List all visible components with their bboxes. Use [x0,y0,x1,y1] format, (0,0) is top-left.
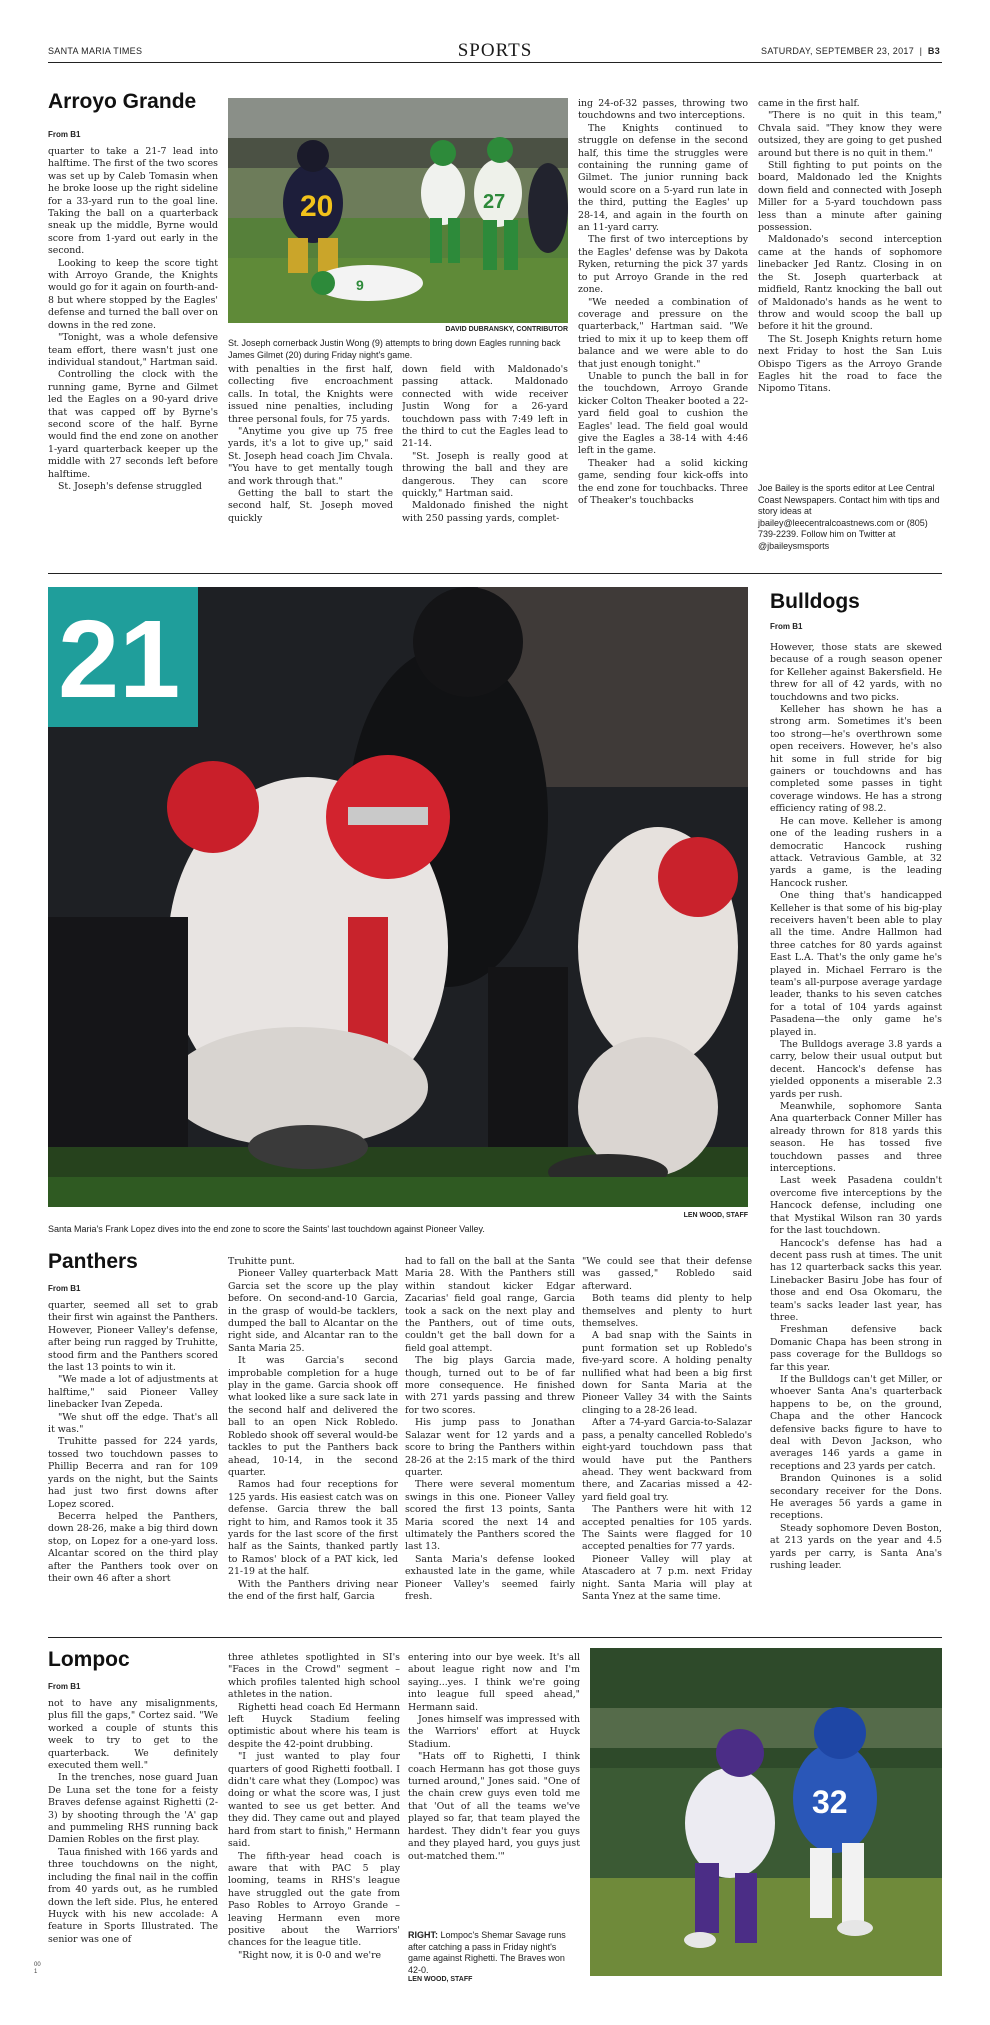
paragraph: Looking to keep the score tight with Arroyo Grande, the Knights would go for it again on fourth-and-8 but where stopped by the Eagles' defense and turned the ball over on downs in the red zone. [48,257,218,331]
author-contact-note: Joe Bailey is the sports editor at Lee Central Coast Newspapers. Contact him with tips and story ideas at jbailey@leecentralcoastnews.com or (805) 739-2239. Follow him on Twitter at @jbaileysmsports [758,483,940,551]
arroyo-column-5 [758,98,942,478]
paragraph: The Knights continued to struggle on defense in the second half, this time the struggles were containing the running game of Gilmet. The junior running back would score on a 5-yard run late in the third, putting the Eagles' up 28-14, and again in the fourth on an 11-yard carry. [578,122,748,234]
lompoc-headline: Lompoc [48,1648,130,1671]
panthers-column-2 [228,1256,398,1625]
svg-text:32: 32 [812,1784,848,1820]
paragraph: not to have any misalignments, plus fill the gaps," Cortez said. "We worked a couple of stunts this week to try to get to the quarterback. We definitely executed them well." [48,1698,218,1772]
paragraph: "There is no quit in this team," Chvala said. "They know they were outsized, they are going to get pushed around but there is no quit in them." [758,110,942,159]
paragraph: His jump pass to Jonathan Salazar went for 12 yards and a score to bring the Panthers within 28-26 at the 2:15 mark of the third quarter. [405,1417,575,1478]
panthers-column-4 [582,1256,752,1625]
paragraph: Righetti head coach Ed Hermann left Huyck Stadium feeling optimistic about where his team is despite the 42-point drubbing. [228,1701,400,1750]
paragraph: The Bulldogs average 3.8 yards a carry, below their usual output but decent. Hancock's defense has yielded opponents a miserable 2.3 yards per rush. [770,1039,942,1100]
paragraph: "We made a lot of adjustments at halftime," said Pioneer Valley linebacker Ivan Zepeda. [48,1374,218,1411]
arroyo-photo [228,98,568,323]
paragraph: Taua finished with 166 yards and three touchdowns on the night, including the final nail in the coffin from 40 yards out, as he rumbled down the left side. Plus, he entered Huyck with his new accolade: A feature in Sports Illustrated. The senior was one of [48,1846,218,1945]
panthers-column-3 [405,1256,575,1625]
paragraph: Maldonado's second interception came at the hands of sophomore linebacker Jed Rantz. Closing in on the St. Joseph quarterback at midfield, Rantz knocking the ball out of Maldonado's hands as he went to throw and would scoop the ball up before it hit the ground. [758,234,942,333]
svg-text:21: 21 [58,598,181,721]
paragraph: In the trenches, nose guard Juan De Luna set the tone for a feisty Braves defense against Righetti (2-3) by shooting through the 'A' gap and pummeling RHS running back Damien Robles on the first play. [48,1772,218,1846]
main-photo-caption: Santa Maria's Frank Lopez dives into the end zone to score the Saints' last touchdown against Pioneer Valley. [48,1224,485,1234]
paragraph: One thing that's handicapped Kelleher is that some of his big-play receivers haven't been able to play all the time. Andre Hallmon had three catches for 80 yards against East L.A. That's the only game he's played in. Michael Ferraro is the team's all-purpose average yardage leader, thanks to his seven catches for a total of 104 yards against Pasadena—the only game he's played in. [770,890,942,1038]
arroyo-headline: Arroyo Grande [48,90,197,113]
svg-text:27: 27 [483,191,506,213]
arroyo-column-1 [48,146,218,546]
paragraph: Santa Maria's defense looked exhausted late in the game, while Pioneer Valley's seemed fairly fresh. [405,1553,575,1602]
lompoc-jump-line: From B1 [48,1682,81,1691]
goal-line-dive-photo [48,587,748,1207]
paragraph: After a 74-yard Garcia-to-Salazar pass, a penalty cancelled Robledo's eight-yard touchdown pass that would have put the Panthers ahead. They went backward from there, and Zacarias missed a 42-yard field goal try. [582,1417,752,1503]
main-photo [48,587,748,1207]
paragraph: He can move. Kelleher is among one of the leading rushers in a democratic Hancock rushing attack. Vetravious Gamble, at 32 yards a game, is the leading Hancock rusher. [770,815,942,889]
paragraph: Meanwhile, sophomore Santa Ana quarterback Conner Miller has already thrown for 818 yards this season. He has tossed five touchdown passes and three interceptions. [770,1101,942,1175]
svg-text:20: 20 [300,190,334,223]
arroyo-column-3 [402,364,568,546]
paragraph: Truhitte punt. [228,1256,295,1267]
header-rule [48,62,942,63]
paragraph: Last week Pasadena couldn't overcome five interceptions by the Hancock defense, including one that Mystikal Wilson ran 30 yards for the last touchdown. [770,1175,942,1237]
paragraph: Becerra helped the Panthers, down 28-26, make a big third down stop, on Lopez for a one-yard loss. Alcantar scored on the third play after the Panthers took over on their own 46 after a short [48,1510,218,1584]
lompoc-photo-credit: LEN WOOD, STAFF [408,1976,473,1983]
page-number: B3 [927,46,940,56]
paragraph: "We shut off the edge. That's all it was." [48,1411,218,1436]
panthers-jump-line: From B1 [48,1284,81,1293]
paragraph: A bad snap with the Saints in punt formation set up Robledo's five-yard score. A holding penalty nullified what had been a big first down for Santa Maria at the Pioneer Valley 34 with the Saints clinging to a 28-26 lead. [582,1330,752,1416]
main-photo-credit: LEN WOOD, STAFF [683,1212,748,1219]
paragraph: Getting the ball to start the second half, St. Joseph moved quickly [228,488,393,524]
paragraph: came in the first half. [758,98,860,109]
arroyo-jump-line: From B1 [48,130,81,139]
paragraph: with penalties in the first half, collecting five encroachment calls. In total, the Knights were issued nine penalties, including three personal fouls, for 75 yards. [228,364,393,425]
section-divider [48,573,942,574]
paragraph: Maldonado finished the night with 250 passing yards, complet- [402,500,568,524]
paragraph: "Right now, it is 0-0 and we're [238,1949,382,1961]
paragraph: Brandon Quinones is a solid secondary receiver for the Dons. He averages 56 yards a game in receptions. [770,1473,942,1522]
panthers-headline: Panthers [48,1250,138,1273]
paragraph: The big plays Garcia made, though, turned out to be of far more consequence. He finished with 271 yards passing and threw for two scores. [405,1355,575,1416]
paragraph: The Panthers were hit with 12 accepted penalties for 105 yards. The Saints were flagged for 10 accepted penalties for 77 yards. [582,1504,752,1553]
paragraph: Kelleher has shown he has a strong arm. Sometimes it's been too strong—he's overthrown some open receivers. However, he's also hit some in full stride for big gainers or touchdowns and has completed some passes in tight coverage windows. He has a strong efficiency rating of 98.2. [770,704,942,815]
paragraph: Controlling the clock with the running game, Byrne and Gilmet led the Eagles on a 90-yard drive that was capped off by Byrne's second score of the half. Byrne would find the end zone on another 1-yard quarterback keeper up the middle with 27 seconds left before halftime. [48,369,218,480]
paragraph: However, those stats are skewed because of a rough season opener for Kelleher against Bakersfield. He threw for all of 42 yards, with no touchdowns and two picks. [770,642,942,703]
paragraph: "Hats off to Righetti, I think coach Hermann has got those guys turned around," Jones said. "One of the chain crew guys even told me that 'Out of all the teams we've played so far, that team played the hardest. They didn't fear you guys and they played hard, you guys just out-matched them.'" [408,1751,580,1862]
paragraph: had to fall on the ball at the Santa Maria 28. With the Panthers still within standout kicker Edgar Zacarias' field goal range, Garcia took a sack on the next play and the Panthers, out of time outs, couldn't get the ball down for a field goal attempt. [405,1256,575,1354]
paragraph: There were several momentum swings in this one. Pioneer Valley scored the first 13 points, Santa Maria scored the next 14 and ultimately the Panthers scored the last 13. [405,1479,575,1553]
paragraph: down field with Maldonado's passing attack. Maldonado connected with wide receiver Justin Wong for a 26-yard touchdown pass with 7:49 left in the third to cut the Eagles lead to 21-14. [402,364,568,450]
paragraph: Both teams did plenty to help themselves and plenty to hurt themselves. [582,1293,752,1330]
paragraph: Still fighting to put points on the board, Maldonado led the Knights down field and connected with Joseph Miller for a 5-yard touchdown pass less than a minute after gaining possession. [758,160,942,234]
paragraph: quarter, seemed all set to grab their first win against the Panthers. However, Pioneer Valley's defense, after being run ragged by Truhitte, stood firm and the Panthers scored the last 13 points to win it. [48,1300,218,1374]
bulldogs-jump-line: From B1 [770,622,803,631]
lompoc-column-2 [228,1652,400,1988]
paragraph: Theaker had a solid kicking game, sending four kick-offs into the end zone for touchbacks. Three of Theaker's touchbacks [578,457,748,506]
paragraph: St. Joseph's defense struggled [58,480,202,492]
issue-date: SATURDAY, SEPTEMBER 23, 2017 [761,46,915,56]
paragraph: Pioneer Valley will play at Atascadero at 7 p.m. next Friday night. Santa Maria will play at Santa Ynez at the same time. [582,1553,752,1602]
paragraph: The first of two interceptions by the Eagles' defense was by Dakota Ryken, returning the pick 37 yards to put Arroyo Grande in the red zone. [578,234,748,296]
bulldogs-column [770,642,942,1612]
paragraph: Pioneer Valley quarterback Matt Garcia set the score up the play before. On second-and-10 Garcia, in the grasp of would-be tacklers, dumped the ball to Alcantar on the right side, and Alcantar ran to the Santa Maria 25. [228,1268,398,1354]
panthers-column-1 [48,1300,218,1625]
paragraph: Hancock's defense has had a decent pass rush at times. The unit has 12 quarterback sacks this year. Linebacker Basiru Jobe has four of those and end Osa Okomaru, the team's sacks leader last year, has three. [770,1237,942,1323]
paragraph: quarter to take a 21-7 lead into halftime. The first of the two scores was set up by Caleb Tomasin when he broke loose up the right sideline for a 33-yard run to the goal line. Taking the ball on a quarterback sneak up the middle, Byrne would score from 1-yard out early in the second. [48,146,218,257]
section-divider [48,1637,942,1638]
paragraph: "We could see that their defense was gassed," Robledo said afterward. [582,1256,752,1292]
paragraph: ing 24-of-32 passes, throwing two touchdowns and two interceptions. [578,98,748,122]
svg-text:9: 9 [356,277,364,293]
paragraph: The fifth-year head coach is aware that with PAC 5 play looming, teams in RHS's league have struggled out the gate from Paso Robles to Arroyo Grande – leaving Hermann even more positive about the Warriors' chances for the league title. [228,1850,400,1949]
paragraph: Truhitte passed for 224 yards, tossed two touchdown passes to Phillip Becerra and ran for 109 yards on the night, but the Saints had just two first downs after Lopez scored. [48,1436,218,1510]
paragraph: Jones himself was impressed with the Warriors' effort at Huyck Stadium. [408,1714,580,1750]
paragraph: entering into our bye week. It's all about league right now and I'm saying...yes. I think we're going into league full speed ahead," Hermann said. [408,1652,580,1713]
arroyo-column-2 [228,364,393,546]
paragraph: If the Bulldogs can't get Miller, or whoever Santa Ana's quarterback happens to be, on the ground, Chapa and the other Hancock defensive backs figure to have to deal with Devon Jackson, who averages 146 yards a game in receptions and 23 yards per catch. [770,1373,942,1472]
paragraph: three athletes spotlighted in SI's "Faces in the Crowd" segment – which profiles talented high school athletes in the nation. [228,1652,400,1701]
issue-date-line: SATURDAY, SEPTEMBER 23, 2017 | B3 [761,46,940,56]
paragraph: "St. Joseph is really good at throwing the ball and they are dangerous. They can score quickly," Hartman said. [402,450,568,500]
lompoc-column-1 [48,1698,218,1988]
paragraph: "I just wanted to play four quarters of good Righetti football. I didn't care what they (Lompoc) was doing or what the score was, I just wanted to see us get better. And they did. They came out and played hard from start to finish," Hermann said. [228,1751,400,1850]
paragraph: Steady sophomore Deven Boston, at 213 yards on the year and 4.5 yards per carry, is Santa Ana's rushing leader. [770,1522,942,1572]
section-title: SPORTS [457,40,533,61]
arroyo-photo-credit: DAVID DUBRANSKY, CONTRIBUTOR [445,326,568,333]
receiver-run-photo [590,1648,942,1976]
paragraph: Ramos had four receptions for 125 yards. His easiest catch was on defense. Garcia threw the ball right to him, and Ramos took it 35 yards for the last score of the first half as the Saints, thanked partly to Ramos' block of a PAT kick, led 21-19 at the half. [228,1479,398,1578]
paragraph: "We needed a combination of coverage and pressure on the quarterback," Hartman said. "We tried to mix it up to keep them off balance and we were able to do that just enough tonight." [578,296,748,370]
paragraph: With the Panthers driving near the end of the first half, Garcia [228,1578,398,1602]
folio-mark: 00 1 [34,1962,41,1975]
paragraph: "Tonight, was a whole defensive team effort, there wasn't just one individual standout," Hartman said. [48,332,218,368]
paragraph: Freshman defensive back Domanic Chapa has been strong in pass coverage for the Bulldogs so far this year. [770,1324,942,1373]
paragraph: "Anytime you give up 75 free yards, it's a lot to give up," said St. Joseph head coach Jim Chvala. "You have to get mentally tough and work through that." [228,426,393,487]
lompoc-photo [590,1648,942,1976]
paragraph: Unable to punch the ball in for the touchdown, Arroyo Grande kicker Colton Theaker booted a 22-yard field goal to cushion the Eagles' lead. The field goal would give the Eagles a 38-14 with 4:46 left in the game. [578,370,748,457]
caption-lead: RIGHT: [408,1930,438,1940]
football-action-photo [228,98,568,323]
arroyo-column-4 [578,98,748,546]
lompoc-column-3 [408,1652,580,1867]
arroyo-photo-caption: St. Joseph cornerback Justin Wong (9) attempts to bring down Eagles running back James Gilmet (20) during Friday night's game. [228,338,561,360]
lompoc-photo-caption [408,1930,580,1976]
paper-name: SANTA MARIA TIMES [48,46,143,56]
paragraph: The St. Joseph Knights return home next Friday to host the San Luis Obispo Tigers as the Arroyo Grande Eagles hit the road to face the Nipomo Titans. [758,333,942,395]
paragraph: It was Garcia's second improbable completion for a huge play in the game. Garcia shook off what looked like a sure sack late in the second half and delivered the ball to an open Nick Robledo. Robledo shook off several would-be tackles to put the Panthers back ahead, 10-14, in the second quarter. [228,1355,398,1478]
bulldogs-headline: Bulldogs [770,590,860,613]
caption-text: Lompoc's Shemar Savage runs after catching a pass in Friday night's game against Righetti. The Braves won 42-0. [408,1930,566,1975]
